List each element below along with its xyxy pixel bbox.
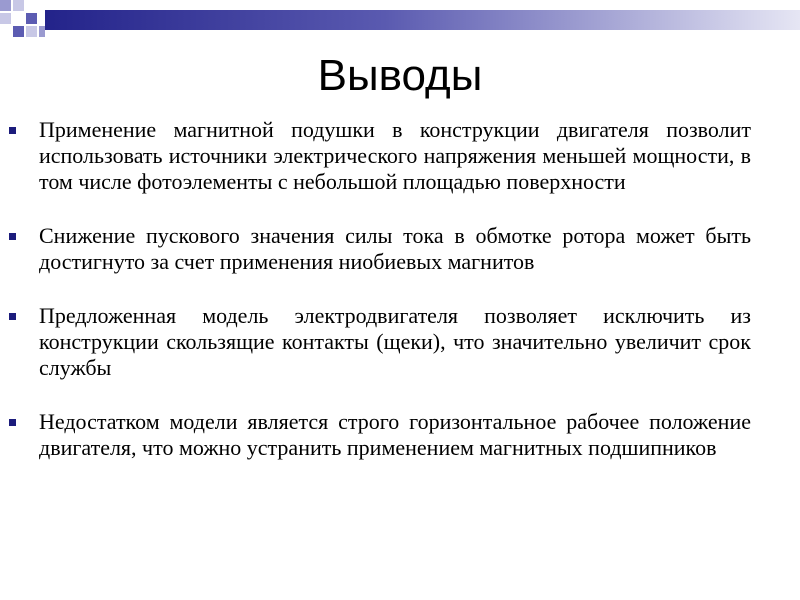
bullet-text: Снижение пускового значения силы тока в обмотке ротора может быть достигнуто за счет применения ниобиевых магнитов xyxy=(39,223,751,274)
bullet-text: Предложенная модель электродвигателя позволяет исключить из конструкции скользящие контакты (щеки), что значительно увеличит срок службы xyxy=(39,303,751,380)
square-bullet-icon xyxy=(9,419,16,426)
banner-gradient-stripe xyxy=(45,10,800,30)
bullet-item xyxy=(39,303,751,381)
bullet-item xyxy=(39,117,751,195)
bullet-text: Недостатком модели является строго горизонтальное рабочее положение двигателя, что можно устранить применением магнитных подшипников xyxy=(39,409,751,460)
bullet-item xyxy=(39,409,751,461)
bullet-text: Применение магнитной подушки в конструкции двигателя позволит использовать источники электрического напряжения меньшей мощности, в том числе фотоэлементы с небольшой площадью поверхности xyxy=(39,117,751,194)
bullet-item xyxy=(39,223,751,275)
slide-title: Выводы xyxy=(317,51,483,100)
square-bullet-icon xyxy=(9,313,16,320)
square-bullet-icon xyxy=(9,233,16,240)
square-bullet-icon xyxy=(9,127,16,134)
decorative-top-banner xyxy=(0,0,800,40)
bullet-list xyxy=(0,117,800,461)
banner-squares xyxy=(0,0,45,37)
